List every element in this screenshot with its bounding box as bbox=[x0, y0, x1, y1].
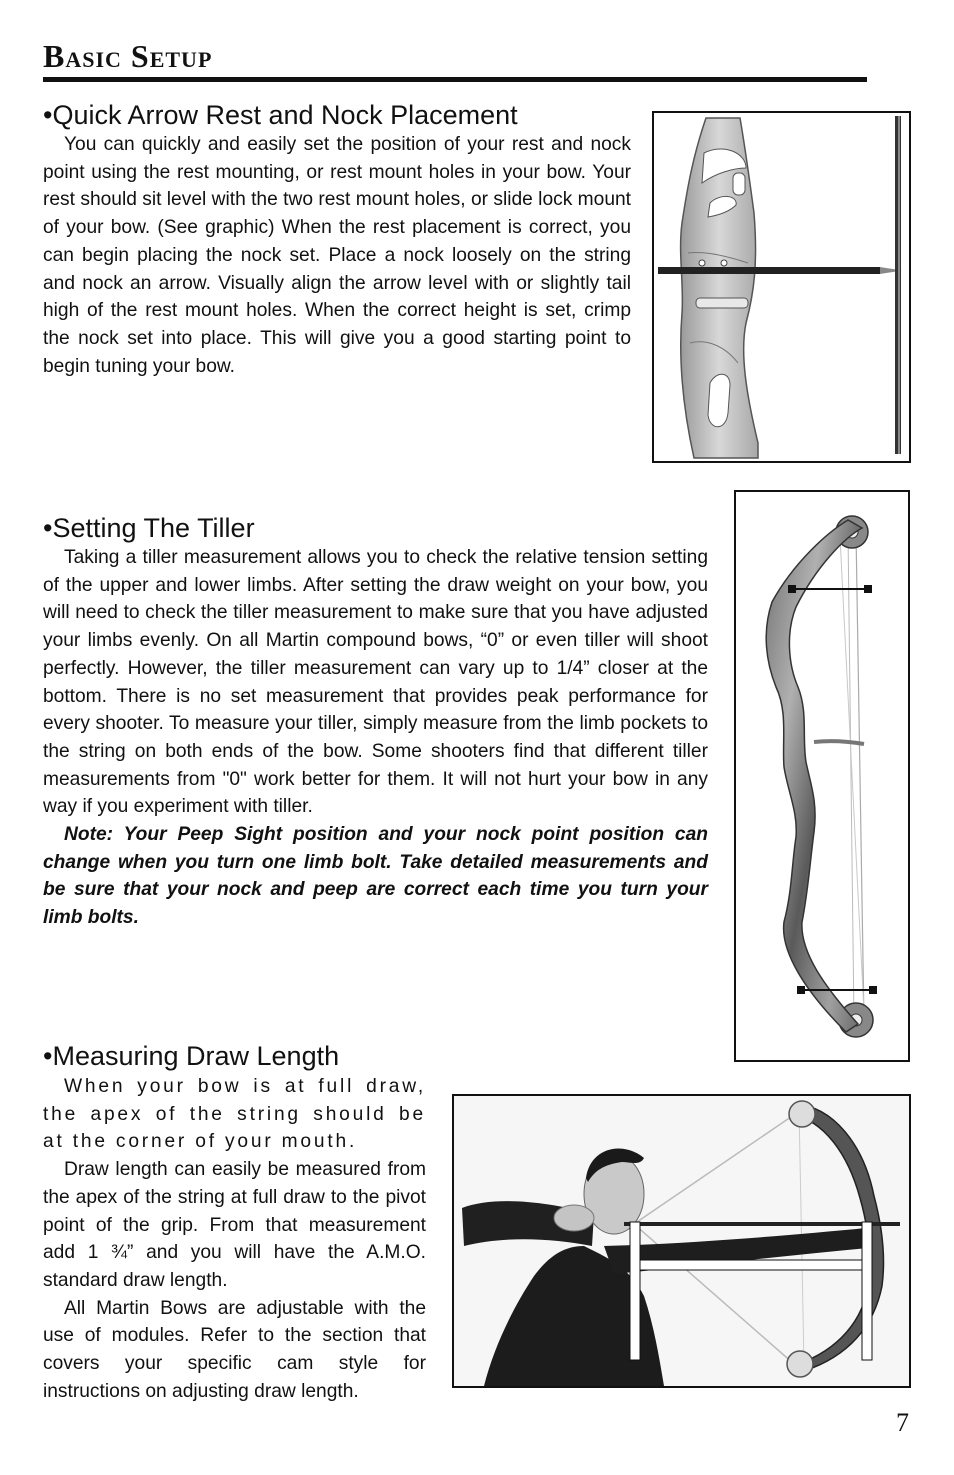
tiller-text bbox=[43, 544, 708, 932]
page-title: Basic Setup bbox=[43, 38, 213, 74]
section-heading-draw-length: •Measuring Draw Length bbox=[43, 1041, 340, 1071]
draw-length-paragraph-3: All Martin Bows are adjustable with the use of modules. Refer to the section that covers your specific cam style for instructions on adjusting draw length. bbox=[43, 1297, 426, 1402]
section-heading-tiller: •Setting The Tiller bbox=[43, 513, 255, 543]
archer-full-draw-photo bbox=[454, 1096, 909, 1386]
draw-length-paragraph-2: Draw length can easily be measured from the apex of the string at full draw to the pivot point of the grip. From that measurement add 1 ¾” and you will have the A.M.O. standard draw length. bbox=[43, 1159, 426, 1291]
page-number: 7 bbox=[896, 1408, 909, 1437]
tiller-paragraph: Taking a tiller measurement allows you to check the relative tension setting of the upper and lower limbs. After setting the draw weight on your bow, you will need to check the tiller measurement to make sure that you have adjusted your limbs evenly. On all Martin compound bows, “0” or even tiller will shoot perfectly. However, the tiller measurement can vary up to 1/4” closer at the bottom. There is no set measurement that provides peak performance for every shooter. To measure your tiller, simply measure from the limb pockets to the string on both ends of the bow. Some shooters find that different tiller measurements from "0" work better for them. It will not hurt your bow in any way if you experiment with tiller. bbox=[43, 547, 708, 818]
arrow-rest-paragraph: You can quickly and easily set the position of your rest and nock point using the rest mounting, or rest mount holes in your bow. Your rest should sit level with the two rest mount holes, or slide lock mount of your bow. (See graphic) When the rest placement is correct, you can begin placing the nock set. Place a nock loosely on the string and nock an arrow. Visually align the arrow level with or slightly tail high of the rest mount holes. When the correct height is set, crimp the nock set into place. This will give you a good starting point to begin tuning your bow. bbox=[43, 134, 631, 377]
draw-length-paragraph-1: When your bow is at full draw, the apex of the string should be at the corner of your mouth. bbox=[43, 1076, 426, 1153]
tiller-note: Note: Your Peep Sight position and your nock point position can change when you turn one limb bolt. Take detailed measurements and be sure that your nock and peep are correct each time you turn your limb bolts. bbox=[43, 824, 708, 929]
arrow-rest-text bbox=[43, 131, 631, 380]
compound-bow-illustration bbox=[736, 492, 908, 1060]
draw-length-figure bbox=[452, 1094, 911, 1388]
title-rule bbox=[43, 77, 867, 82]
draw-length-text bbox=[43, 1073, 426, 1405]
section-heading-arrow-rest: •Quick Arrow Rest and Nock Placement bbox=[43, 100, 518, 130]
riser-rest-figure bbox=[652, 111, 911, 463]
riser-rest-illustration bbox=[654, 113, 909, 461]
tiller-figure bbox=[734, 490, 910, 1062]
